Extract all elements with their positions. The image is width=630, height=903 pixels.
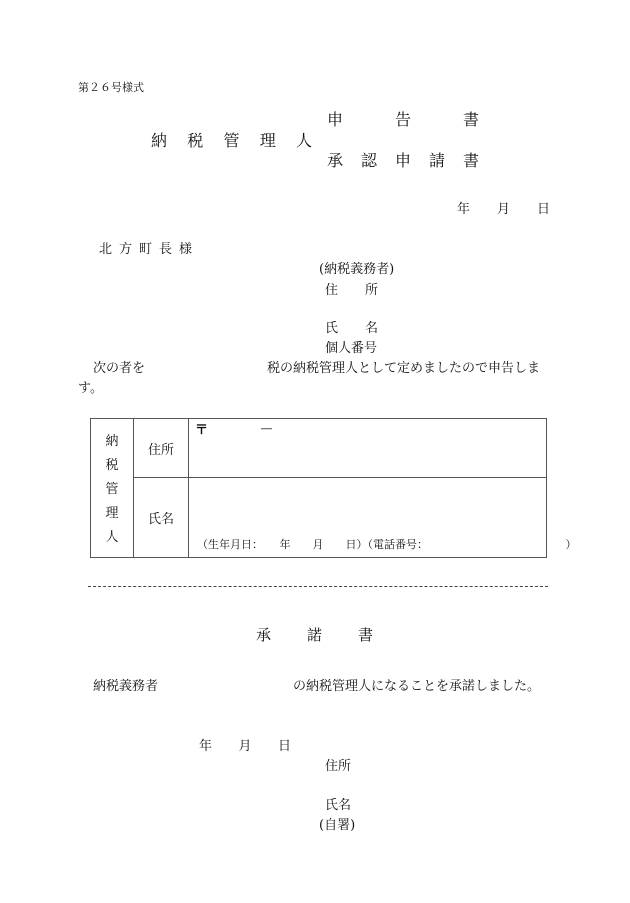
cut-line-divider — [88, 586, 548, 587]
form-number: 第２６号様式 — [78, 81, 144, 94]
title-char: 告 — [394, 110, 411, 129]
label-char: 住 — [325, 283, 339, 298]
consent-name-label: 氏名 — [325, 798, 352, 813]
group-label-char: 納 — [105, 434, 119, 449]
body-text-prefix: 次の者を — [93, 361, 146, 376]
name-label-cell — [134, 478, 189, 558]
tax-manager-table — [90, 418, 577, 558]
label-char: 名 — [364, 321, 378, 336]
title-char: 書 — [462, 151, 479, 170]
taxpayer-address-label — [325, 284, 378, 297]
consent-date — [199, 740, 291, 753]
title-left — [151, 133, 312, 149]
group-label-char: 税 — [105, 458, 119, 473]
title-char: 請 — [428, 151, 445, 170]
date-line — [457, 203, 550, 216]
address-label: 住所 — [147, 442, 174, 458]
postal-dash: ― — [261, 422, 272, 435]
addressee-char: 方 — [118, 242, 132, 257]
body-text-continuation: す。 — [78, 381, 103, 396]
addressee-char: 町 — [138, 242, 152, 257]
title-char: 税 — [187, 131, 204, 150]
day-label: 日 — [536, 202, 550, 217]
label-char: 所 — [364, 283, 378, 298]
address-label-cell — [134, 419, 189, 478]
consent-address-label: 住所 — [325, 759, 352, 774]
day-label: 日 — [277, 739, 291, 754]
label-char: 氏 — [325, 321, 339, 336]
title-char: 認 — [360, 151, 377, 170]
taxpayer-id-label: 個人番号 — [325, 341, 378, 356]
addressee-char: 様 — [178, 242, 192, 257]
signature-note: (自署) — [319, 818, 356, 833]
group-label-char: 理 — [105, 506, 119, 521]
title-char: 申 — [327, 110, 344, 129]
address-input-cell[interactable] — [189, 419, 547, 478]
name-input-cell[interactable] — [189, 478, 577, 558]
month-label: 月 — [238, 739, 252, 754]
group-label-char: 人 — [105, 530, 119, 545]
body-text-suffix: 税の納税管理人として定めましたので申告しま — [267, 361, 541, 376]
group-label-cell — [91, 419, 134, 558]
title-char: 申 — [394, 151, 411, 170]
consent-text-prefix: 納税義務者 — [93, 679, 159, 694]
title-char: 人 — [295, 131, 312, 150]
consent-title — [256, 628, 373, 643]
title-line-1 — [327, 112, 479, 128]
consent-title-char: 諾 — [306, 626, 322, 644]
taxpayer-name-label — [325, 322, 378, 335]
consent-title-char: 承 — [256, 626, 272, 644]
taxpayer-heading: (納税義務者) — [319, 262, 395, 277]
title-line-2 — [327, 153, 479, 169]
title-char: 承 — [327, 151, 344, 170]
year-label: 年 — [457, 202, 471, 217]
year-label: 年 — [199, 739, 213, 754]
title-char: 納 — [151, 131, 168, 150]
group-label-char: 管 — [105, 482, 119, 497]
title-char: 管 — [223, 131, 240, 150]
birth-phone-info: （生年月日： 年 月 日）（電話番号： ） — [197, 538, 577, 551]
postal-mark: 〒 — [195, 423, 209, 438]
addressee-char: 北 — [99, 242, 113, 257]
addressee — [99, 243, 192, 256]
month-label: 月 — [496, 202, 510, 217]
title-char: 書 — [462, 110, 479, 129]
addressee-char: 長 — [158, 242, 172, 257]
consent-title-char: 書 — [357, 626, 373, 644]
title-char: 理 — [259, 131, 276, 150]
consent-text-suffix: の納税管理人になることを承諾しました。 — [293, 679, 541, 694]
name-label: 氏名 — [147, 512, 174, 527]
